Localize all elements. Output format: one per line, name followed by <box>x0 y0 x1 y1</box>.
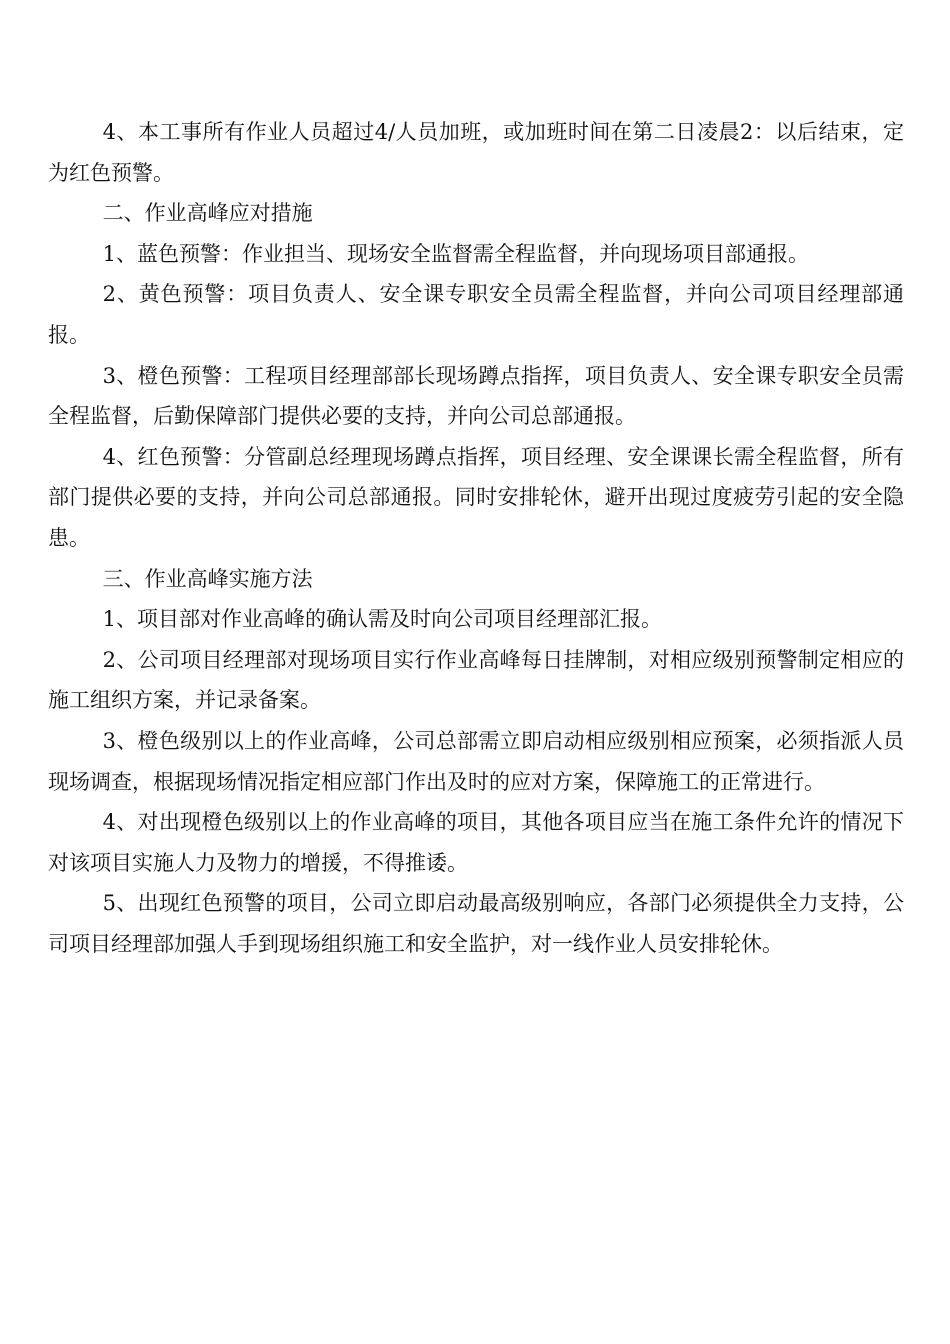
paragraph-red-warning: 4、红色预警：分管副总经理现场蹲点指挥，项目经理、安全课课长需全程监督，所有部门提供必要的支持，并向公司总部通报。同时安排轮休，避开出现过度疲劳引起的安全隐患。 <box>48 444 904 550</box>
paragraph-method-3: 3、橙色级别以上的作业高峰，公司总部需立即启动相应级别相应预案，必须指派人员现场调查，根据现场情况指定相应部门作出及时的应对方案，保障施工的正常进行。 <box>48 728 904 794</box>
paragraph-red-warning-definition: 4、本工事所有作业人员超过4/人员加班，或加班时间在第二日凌晨2：以后结束，定为红色预警。 <box>48 120 904 185</box>
paragraph-method-4: 4、对出现橙色级别以上的作业高峰的项目，其他各项目应当在施工条件允许的情况下对该项目实施人力及物力的增援，不得推诿。 <box>48 810 904 875</box>
paragraph-blue-warning: 1、蓝色预警：作业担当、现场安全监督需全程监督，并向现场项目部通报。 <box>102 241 809 266</box>
paragraph-method-2: 2、公司项目经理部对现场项目实行作业高峰每日挂牌制，对相应级别预警制定相应的施工组织方案，并记录备案。 <box>48 647 904 713</box>
section-heading-implementation-methods: 三、作业高峰实施方法 <box>102 566 313 591</box>
paragraph-orange-warning: 3、橙色预警：工程项目经理部部长现场蹲点指挥，项目负责人、安全课专职安全员需全程监督，后勤保障部门提供必要的支持，并向公司总部通报。 <box>48 363 904 429</box>
paragraph-method-5: 5、出现红色预警的项目，公司立即启动最高级别响应，各部门必须提供全力支持，公司项目经理部加强人手到现场组织施工和安全监护，对一线作业人员安排轮休。 <box>48 891 904 956</box>
section-heading-response-measures: 二、作业高峰应对措施 <box>102 201 313 226</box>
document-page <box>48 112 904 964</box>
paragraph-method-1: 1、项目部对作业高峰的确认需及时向公司项目经理部汇报。 <box>102 607 662 632</box>
paragraph-yellow-warning: 2、黄色预警：项目负责人、安全课专职安全员需全程监督，并向公司项目经理部通报。 <box>48 282 904 347</box>
